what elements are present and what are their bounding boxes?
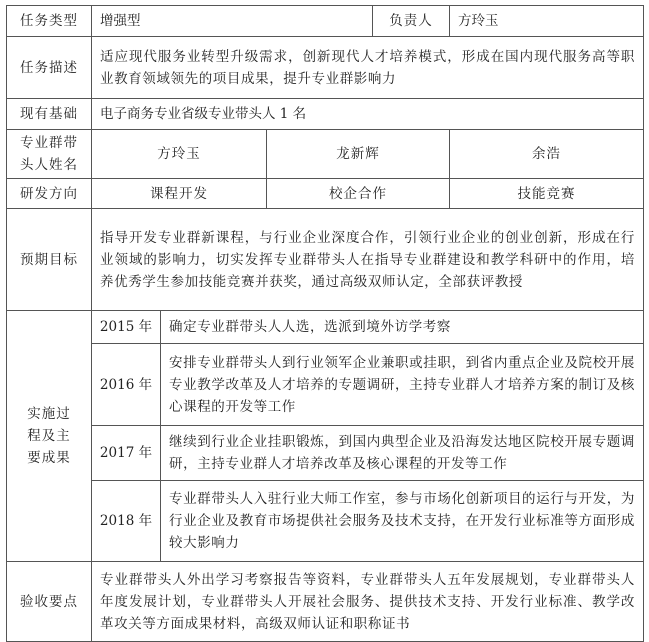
row-description [7, 37, 644, 99]
owner-label: 负责人 [373, 6, 450, 37]
year-2016-text: 安排专业群带头人到行业领军企业兼职或挂职，到省内重点企业及院校开展专业教学改革及人才培养的专题调研，主持专业群人才培养方案的制订及核心课程的开发等工作 [161, 344, 644, 426]
task-type-value: 增强型 [92, 6, 373, 37]
task-form-table [6, 5, 644, 642]
year-2018: 2018 年 [92, 481, 161, 562]
acceptance-text: 专业群带头人外出学习考察报告等资料，专业群带头人五年发展规划，专业群带头人年度发展计划，专业群带头人开展社会服务、提供技术支持、开发行业标准、教学改革攻关等方面成果材料，高级双师认证和职称证书 [92, 562, 644, 642]
implementation-label: 实施过程及主要成果 [7, 311, 92, 562]
implementation-row-2017 [7, 426, 644, 481]
leader-name-1: 方玲玉 [92, 130, 267, 179]
implementation-row-2015 [7, 311, 644, 344]
year-2016: 2016 年 [92, 344, 161, 426]
leaders-label: 专业群带头人姓名 [7, 130, 92, 179]
year-2017-text: 继续到行业企业挂职锻炼，到国内典型企业及沿海发达地区院校开展专题调研，主持专业群人才培养改革及核心课程的开发等工作 [161, 426, 644, 481]
description-label: 任务描述 [7, 37, 92, 99]
owner-value: 方玲玉 [450, 6, 644, 37]
implementation-row-2018 [7, 481, 644, 562]
row-goals [7, 209, 644, 311]
acceptance-label: 验收要点 [7, 562, 92, 642]
row-task-type [7, 6, 644, 37]
year-2018-text: 专业群带头人入驻行业大师工作室，参与市场化创新项目的运行与开发，为行业企业及教育市场提供社会服务及技术支持，在开发行业标准等方面形成较大影响力 [161, 481, 644, 562]
leader-name-3: 余浩 [450, 130, 644, 179]
row-leaders [7, 130, 644, 179]
direction-item-1: 课程开发 [92, 179, 267, 209]
foundation-text: 电子商务专业省级专业带头人 1 名 [92, 99, 644, 130]
row-foundation [7, 99, 644, 130]
direction-item-2: 校企合作 [267, 179, 450, 209]
task-type-label: 任务类型 [7, 6, 92, 37]
year-2017: 2017 年 [92, 426, 161, 481]
year-2015-text: 确定专业群带头人人选，选派到境外访学考察 [161, 311, 644, 344]
year-2015: 2015 年 [92, 311, 161, 344]
goals-text: 指导开发专业群新课程，与行业企业深度合作，引领行业企业的创业创新，形成在行业领域的影响力，切实发挥专业群带头人在指导专业群建设和教学科研中的作用，培养优秀学生参加技能竞赛并获奖，通过高级双师认定，全部获评教授 [92, 209, 644, 311]
leader-name-2: 龙新辉 [267, 130, 450, 179]
goals-label: 预期目标 [7, 209, 92, 311]
implementation-row-2016 [7, 344, 644, 426]
row-acceptance [7, 562, 644, 642]
directions-label: 研发方向 [7, 179, 92, 209]
description-text: 适应现代服务业转型升级需求，创新现代人才培养模式，形成在国内现代服务高等职业教育领域领先的项目成果，提升专业群影响力 [92, 37, 644, 99]
row-directions [7, 179, 644, 209]
foundation-label: 现有基础 [7, 99, 92, 130]
direction-item-3: 技能竞赛 [450, 179, 644, 209]
